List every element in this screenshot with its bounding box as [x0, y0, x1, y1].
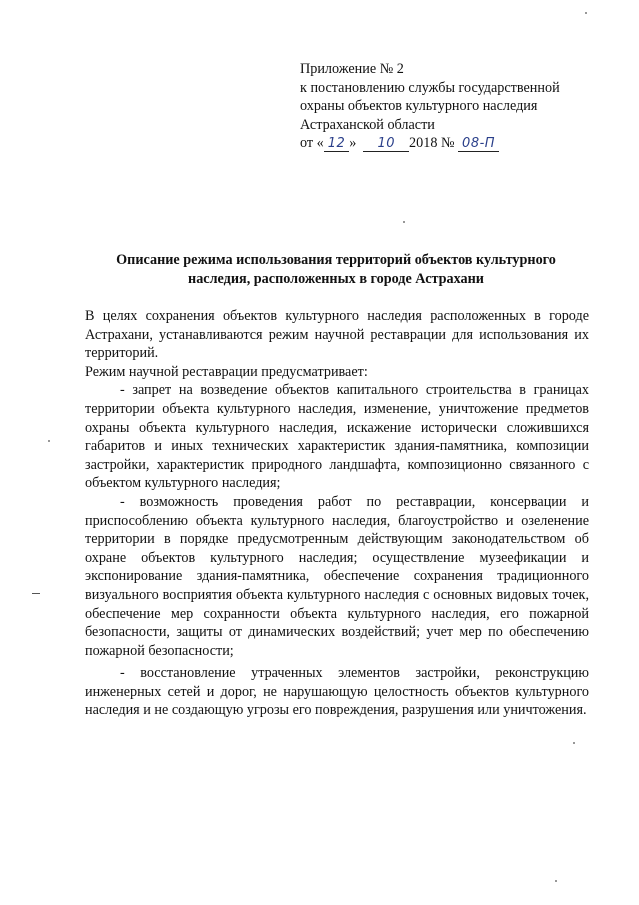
regime-item-1: - запрет на возведение объектов капитального строительства в границах территории объекта культурного наследия, изменение, уничтожение предметов охраны объекта культурного наследия, искажение исторически сложившихся габаритов и иных технических характеристик здания-памятника, композиции застройки, характеристик природного ландшафта, композиционно связанного с объектом культурного наследия; — [85, 382, 589, 492]
scan-speck — [585, 12, 587, 14]
scan-speck — [48, 440, 50, 442]
handwritten-month: 10 — [363, 136, 409, 152]
date-year: 2018 № — [409, 135, 455, 151]
scan-speck — [403, 221, 405, 223]
appendix-date-line — [300, 134, 620, 153]
date-prefix: от « — [300, 135, 324, 151]
regime-item-2: - возможность проведения работ по реставрации, консервации и приспособлению объекта культурного наследия, благоустройство и озеленение территории в порядке предусмотренным действующим законодательством об охране объектов культурного наследия; осуществление музеефикации и экспонирование здания-памятника, обеспечение сохранения традиционного визуального восприятия объекта культурного наследия с основных видовых точек, обеспечение мер сохранности объекта культурного наследия, его пожарной безопасности, защиты от динамических воздействий; учет мер по обеспечению пожарной безопасности; — [85, 493, 589, 659]
appendix-line-2: к постановлению службы государственной — [300, 79, 560, 96]
scan-mark — [32, 593, 40, 594]
scan-speck — [555, 880, 557, 882]
handwritten-doc-number: 08-П — [458, 136, 499, 152]
regime-item-3: - восстановление утраченных элементов застройки, реконструкцию инженерных сетей и дорог, не нарушающую целостность объектов культурного наследия и не создающую угрозы его повреждения, разрушения или уничтожения. — [85, 665, 589, 719]
handwritten-day: 12 — [324, 136, 350, 152]
date-mid: » — [349, 135, 357, 151]
intro-paragraph: В целях сохранения объектов культурного наследия расположенных в городе Астрахани, устанавливаются режим научной реставрации для использования их территорий. — [85, 308, 589, 362]
appendix-line-3: охраны объектов культурного наследия — [300, 98, 538, 114]
scan-speck — [573, 742, 575, 744]
appendix-line-4: Астраханской области — [300, 116, 435, 133]
regime-paragraph: Режим научной реставрации предусматривает: — [85, 363, 368, 380]
appendix-header — [300, 60, 620, 153]
document-body — [85, 307, 589, 720]
document-title: Описание режима использования территорий объектов культурного наследия, расположенных в городе Астрахани — [116, 252, 556, 287]
appendix-number: Приложение № 2 — [300, 61, 404, 77]
